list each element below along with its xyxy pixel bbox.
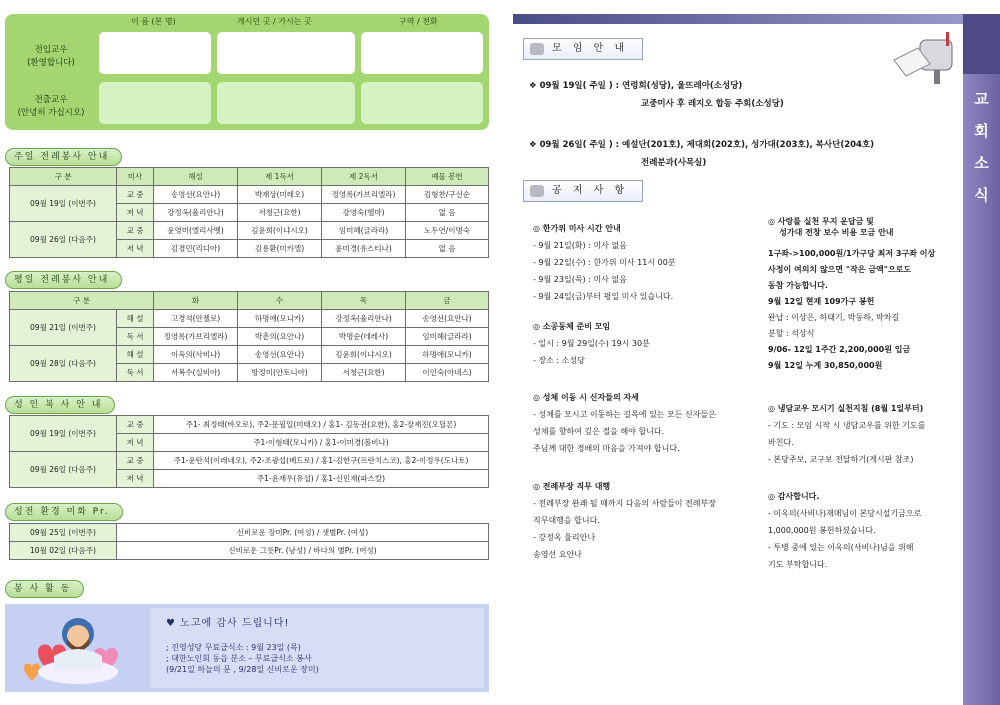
sunday-table	[9, 167, 489, 258]
sunday-mass: 저 녁	[117, 204, 154, 222]
meeting-line: 교중미사 후 레지오 합동 주회(소성당)	[641, 99, 784, 109]
meeting-line: ❖ 09월 19일( 주일 ) : 연령회(성당), 울뜨레아(소성당)	[529, 81, 743, 91]
rosary-cell: 신비로운 그릇Pr. (남성) / 바다의 별Pr. (여성)	[117, 542, 489, 560]
sunday-title: 주일 전례봉사 안내	[5, 148, 122, 166]
notice-block: ◎ 한가위 미사 시간 안내 - 9월 21일(화) : 미사 없음 - 9월 22일(수) : 한가위 미사 11시 00분 - 9월 23일(목) : 미사 없음 - 9월 24일(금)부터 평일 미사 있습니다.	[533, 224, 676, 301]
rosary-title: 성전 환경 미화 Pr.	[5, 503, 123, 521]
weekday-header: 구 분	[10, 292, 154, 310]
sunday-cell: 송영선(요안나)	[154, 186, 238, 204]
sunday-cell: 정영록(가브리엘라)	[322, 186, 406, 204]
service-details: ; 진영성당 무료급식소 : 9월 23일 (목) ; 대한노인회 동읍 분소 – 무료급식소 봉사 (9/21일 하늘의 문 , 9/28일 신비로운 장미)	[166, 643, 319, 674]
rosary-cell: 신비로운 장미Pr. (여성) / 샛별Pr. (여성)	[117, 524, 489, 542]
notice-title: 공 지 사 항	[523, 180, 643, 202]
user-icon	[530, 43, 544, 55]
sunday-cell: 임미혜(글라라)	[322, 222, 406, 240]
sunday-mass: 교 중	[117, 186, 154, 204]
weekday-cell: 이옥의(사비나)	[154, 346, 238, 364]
notice-block: ◎ 사랑를 실천 무지 운답금 및 성가대 전창 보수 비용 모금 안내 1구좌->100,000원/1가구당 최저 3구좌 이상 사정이 여의치 않으면 "작은 금액"으로도 동참 가능합니다. 9월 12일 현재 109가구 봉헌 완납 : 이상은, 하태기, 박동하, 박차길 분할 : 석상식 9/06- 12일 1주간 2,200,000원 입금 9월 12일 누계 30,850,000원	[768, 217, 936, 370]
notice-block: ◎ 성체 이동 시 신자들의 자세 - 성체를 모시고 이동하는 길목에 있는 모든 신자들은 성체를 향하여 깊은 절을 해야 합니다. 주님께 대한 경배의 마음을 가져야 합니다.	[533, 393, 716, 453]
reg-in-place-field[interactable]	[217, 32, 355, 74]
sunday-cell: 강정옥(율리안나)	[154, 204, 238, 222]
notice-block: ◎ 냉담교우 모시기 실천지침 (8월 1일부터) - 기도 : 모임 시작 시 냉담교우를 위한 기도를 바친다. - 본당주보, 교구보 전달하기(게시판 참조)	[768, 404, 926, 464]
altar-date: 09월 26일 (다음주)	[10, 452, 117, 488]
reg-header-name: 이 름 (본 명)	[131, 17, 176, 26]
sunday-header: 미사	[117, 168, 154, 186]
reg-out-area-field[interactable]	[361, 82, 483, 124]
weekday-cell: 임미혜(글라라)	[406, 328, 489, 346]
side-label-char: 교	[974, 90, 989, 108]
weekday-cell: 이인숙(아네스)	[406, 364, 489, 382]
sunday-cell: 노두연/이명숙	[406, 222, 489, 240]
meeting-line: ❖ 09월 26일( 주일 ) : 예설단(201호), 제대회(202호), 성가대(203호), 복사단(204호)	[529, 140, 875, 150]
jesus-hearts-icon	[14, 612, 144, 688]
altar-date: 09월 19일 (이번주)	[10, 416, 117, 452]
user-icon	[530, 185, 544, 197]
reg-header-area: 구역 / 전화	[399, 17, 438, 26]
sunday-cell: 박재상(미레오)	[238, 186, 322, 204]
rosary-table	[9, 523, 489, 560]
sunday-date: 09월 26일 (다음주)	[10, 222, 117, 258]
meeting-line: 전례분과(사목실)	[641, 158, 707, 168]
reg-header-place: 계시던 곳 / 가시는 곳	[237, 17, 312, 26]
rosary-date: 09월 25일 (이번주)	[10, 524, 117, 542]
side-label-char: 소	[974, 154, 989, 172]
weekday-header: 수	[238, 292, 322, 310]
reg-out-name-field[interactable]	[99, 82, 211, 124]
reg-out-place-field[interactable]	[217, 82, 355, 124]
notice-block: ◎ 감사합니다. - 이옥의(사비나)재매님이 본당시설기금으로 1,000,000원 봉헌하셨습니다. - 투병 중에 있는 이옥의(사비나)님을 위해 기도 부탁합니다.	[768, 492, 922, 569]
sunday-cell: 김윤희(이냐시오)	[238, 222, 322, 240]
sunday-mass: 교 중	[117, 222, 154, 240]
registration-box	[5, 14, 489, 130]
weekday-cell: 강정옥(율리안나)	[322, 310, 406, 328]
weekday-cell: 김윤희(이냐시오)	[322, 346, 406, 364]
sunday-cell: 김용환(미카엘)	[238, 240, 322, 258]
altar-cell: 주1-이형태(모니카) / 홍1-이미경(볼비나)	[154, 434, 489, 452]
sunday-cell: 없 음	[406, 204, 489, 222]
sunday-header: 제 1독서	[238, 168, 322, 186]
weekday-cell: 박춘의(요안나)	[238, 328, 322, 346]
sunday-header: 구 분	[10, 168, 117, 186]
altar-cell: 주1-윤탄석(이레네오), 주2-조광섭(베드로) / 홍1-김한구(프란치스코), 홍2-이정우(도나토)	[154, 452, 489, 470]
weekday-header: 목	[322, 292, 406, 310]
weekday-cell: 송영선(요안나)	[406, 310, 489, 328]
altar-cell: 주1- 최정태(바오로), 주2-문필일(미태오) / 홍1- 김동권(요한), 홍2-장재진(오딜론)	[154, 416, 489, 434]
sunday-header: 예물 봉헌	[406, 168, 489, 186]
reg-in-name-field[interactable]	[99, 32, 211, 74]
altar-table	[9, 415, 489, 488]
service-title: 봉 사 활 동	[5, 580, 84, 598]
sunday-cell: 김형찬/구선순	[406, 186, 489, 204]
weekday-cell: 서복수(실비아)	[154, 364, 238, 382]
top-band	[513, 14, 963, 24]
weekday-cell: 하명애(모니카)	[238, 310, 322, 328]
weekday-role: 독 서	[117, 364, 154, 382]
rosary-date: 10월 02일 (다음주)	[10, 542, 117, 560]
weekday-title: 평일 전례봉사 안내	[5, 271, 122, 289]
weekday-role: 해 설	[117, 310, 154, 328]
sunday-cell: 없 음	[406, 240, 489, 258]
side-label-char: 회	[974, 122, 989, 140]
sunday-mass: 저 녁	[117, 240, 154, 258]
sunday-cell: 윤미경(유스티나)	[322, 240, 406, 258]
jesus-hearts-illustration	[14, 612, 144, 688]
weekday-role: 독 서	[117, 328, 154, 346]
weekday-cell: 서청근(요한)	[322, 364, 406, 382]
weekday-role: 해 설	[117, 346, 154, 364]
weekday-date: 09월 21일 (이번주)	[10, 310, 117, 346]
notice-block: ◎ 전례부장 직무 대행 - 전례부장 완쾌 될 때까지 다음의 사람들이 전례부장 직무대행을 합니다. - 강정옥 율리안나 송영선 요안나	[533, 482, 716, 559]
sunday-header: 제 2독서	[322, 168, 406, 186]
side-banner	[963, 14, 1000, 705]
service-thanks: ♥ 노고에 감사 드립니다!	[166, 618, 290, 629]
weekday-cell: 박명순(데레사)	[322, 328, 406, 346]
weekday-table	[9, 291, 489, 382]
sunday-cell: 강영숙(헬마)	[322, 204, 406, 222]
weekday-date: 09월 28일 (다음주)	[10, 346, 117, 382]
altar-mass: 저 녁	[117, 434, 154, 452]
mailbox-icon	[890, 30, 958, 86]
side-label-char: 식	[974, 186, 989, 204]
altar-cell: 주1-윤재우(유섭) / 홍1-신민재(파스칼)	[154, 470, 489, 488]
weekday-cell: 송영선(요안나)	[238, 346, 322, 364]
sunday-header: 해설	[154, 168, 238, 186]
weekday-cell: 정영록(가브리엘라)	[154, 328, 238, 346]
altar-mass: 교 중	[117, 452, 154, 470]
weekday-cell: 고경석(안젤로)	[154, 310, 238, 328]
meeting-title: 모 임 안 내	[523, 38, 643, 60]
sunday-date: 09월 19일 (이번주)	[10, 186, 117, 222]
reg-label-in: 전입교우 (환영합니다)	[27, 45, 75, 68]
weekday-cell: 방정미(안토니아)	[238, 364, 322, 382]
weekday-header: 화	[154, 292, 238, 310]
sunday-cell: 서청근(요한)	[238, 204, 322, 222]
heart-icon: ♥	[166, 618, 181, 629]
side-banner-top	[963, 14, 1000, 74]
weekday-header: 금	[406, 292, 489, 310]
sunday-cell: 김경민(리디아)	[154, 240, 238, 258]
weekday-cell: 하명애(모니카)	[406, 346, 489, 364]
mailbox-illustration	[890, 30, 958, 86]
reg-label-out: 전출교우 (안녕히 가십시오)	[17, 95, 85, 118]
sunday-cell: 윤영미(엘리사벳)	[154, 222, 238, 240]
altar-title: 성 인 복 사 안 내	[5, 396, 115, 414]
reg-in-area-field[interactable]	[361, 32, 483, 74]
altar-mass: 저 녁	[117, 470, 154, 488]
notice-block: ◎ 소공동체 준비 모임 - 일시 : 9월 29일(수) 19시 30분 - 장소 : 소성당	[533, 322, 650, 365]
altar-mass: 교 중	[117, 416, 154, 434]
